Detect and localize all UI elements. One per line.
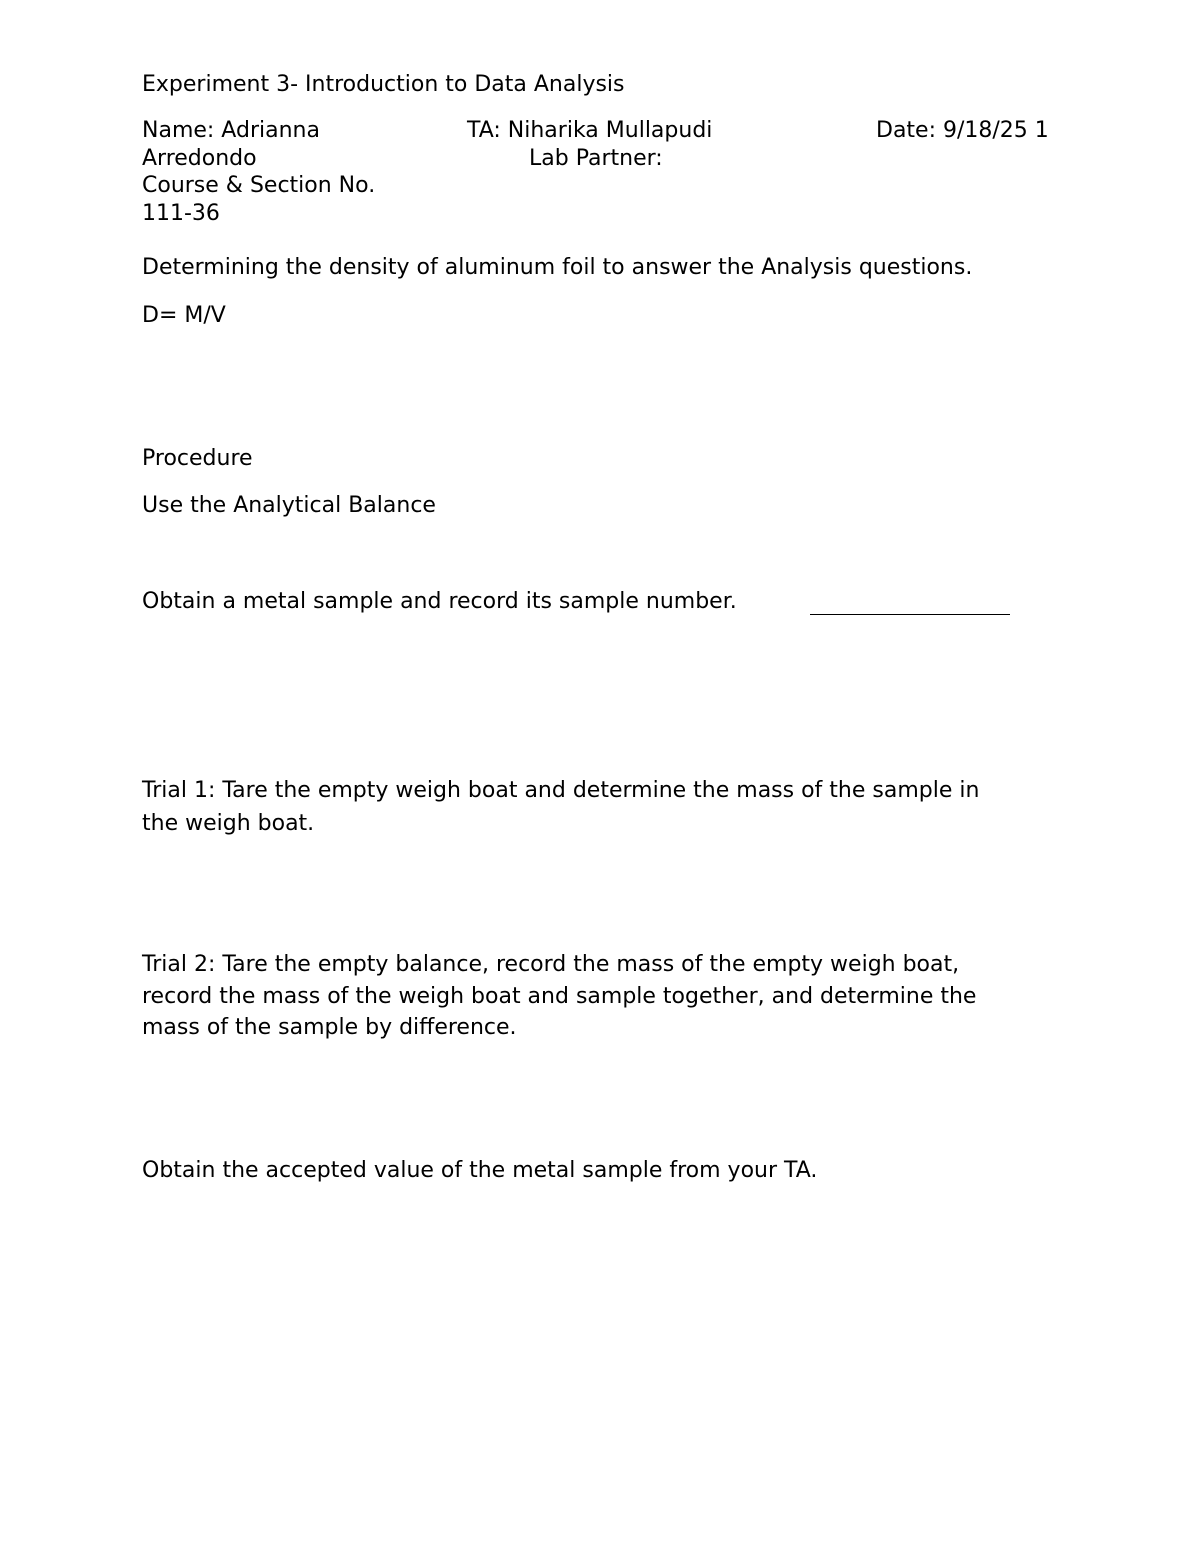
student-name-line1: Name: Adrianna [142, 118, 320, 143]
trial-2-line2: record the mass of the weigh boat and sample together, and determine the [142, 984, 977, 1009]
trial-2-line3: mass of the sample by difference. [142, 1015, 517, 1040]
trial-1-line1: Trial 1: Tare the empty weigh boat and determine the mass of the sample in [142, 778, 980, 803]
student-name-line2: Arredondo [142, 146, 257, 171]
sample-number-blank [810, 614, 1010, 615]
intro-text: Determining the density of aluminum foil to answer the Analysis questions. [142, 255, 973, 280]
course-section-label: Course & Section No. [142, 173, 376, 198]
balance-instruction: Use the Analytical Balance [142, 493, 436, 518]
course-section-value: 111-36 [142, 201, 220, 226]
lab-partner-label: Lab Partner: [529, 146, 663, 171]
trial-1-line2: the weigh boat. [142, 811, 315, 836]
density-formula: D= M/V [142, 303, 226, 328]
date-field: Date: 9/18/25 1 [876, 118, 1049, 143]
ta-name: TA: Niharika Mullapudi [467, 118, 713, 143]
procedure-heading: Procedure [142, 446, 253, 471]
accepted-value-instruction: Obtain the accepted value of the metal sample from your TA. [142, 1158, 818, 1183]
document-title: Experiment 3- Introduction to Data Analysis [142, 72, 625, 97]
sample-number-instruction: Obtain a metal sample and record its sample number. [142, 589, 737, 614]
trial-2-line1: Trial 2: Tare the empty balance, record the mass of the empty weigh boat, [142, 952, 960, 977]
